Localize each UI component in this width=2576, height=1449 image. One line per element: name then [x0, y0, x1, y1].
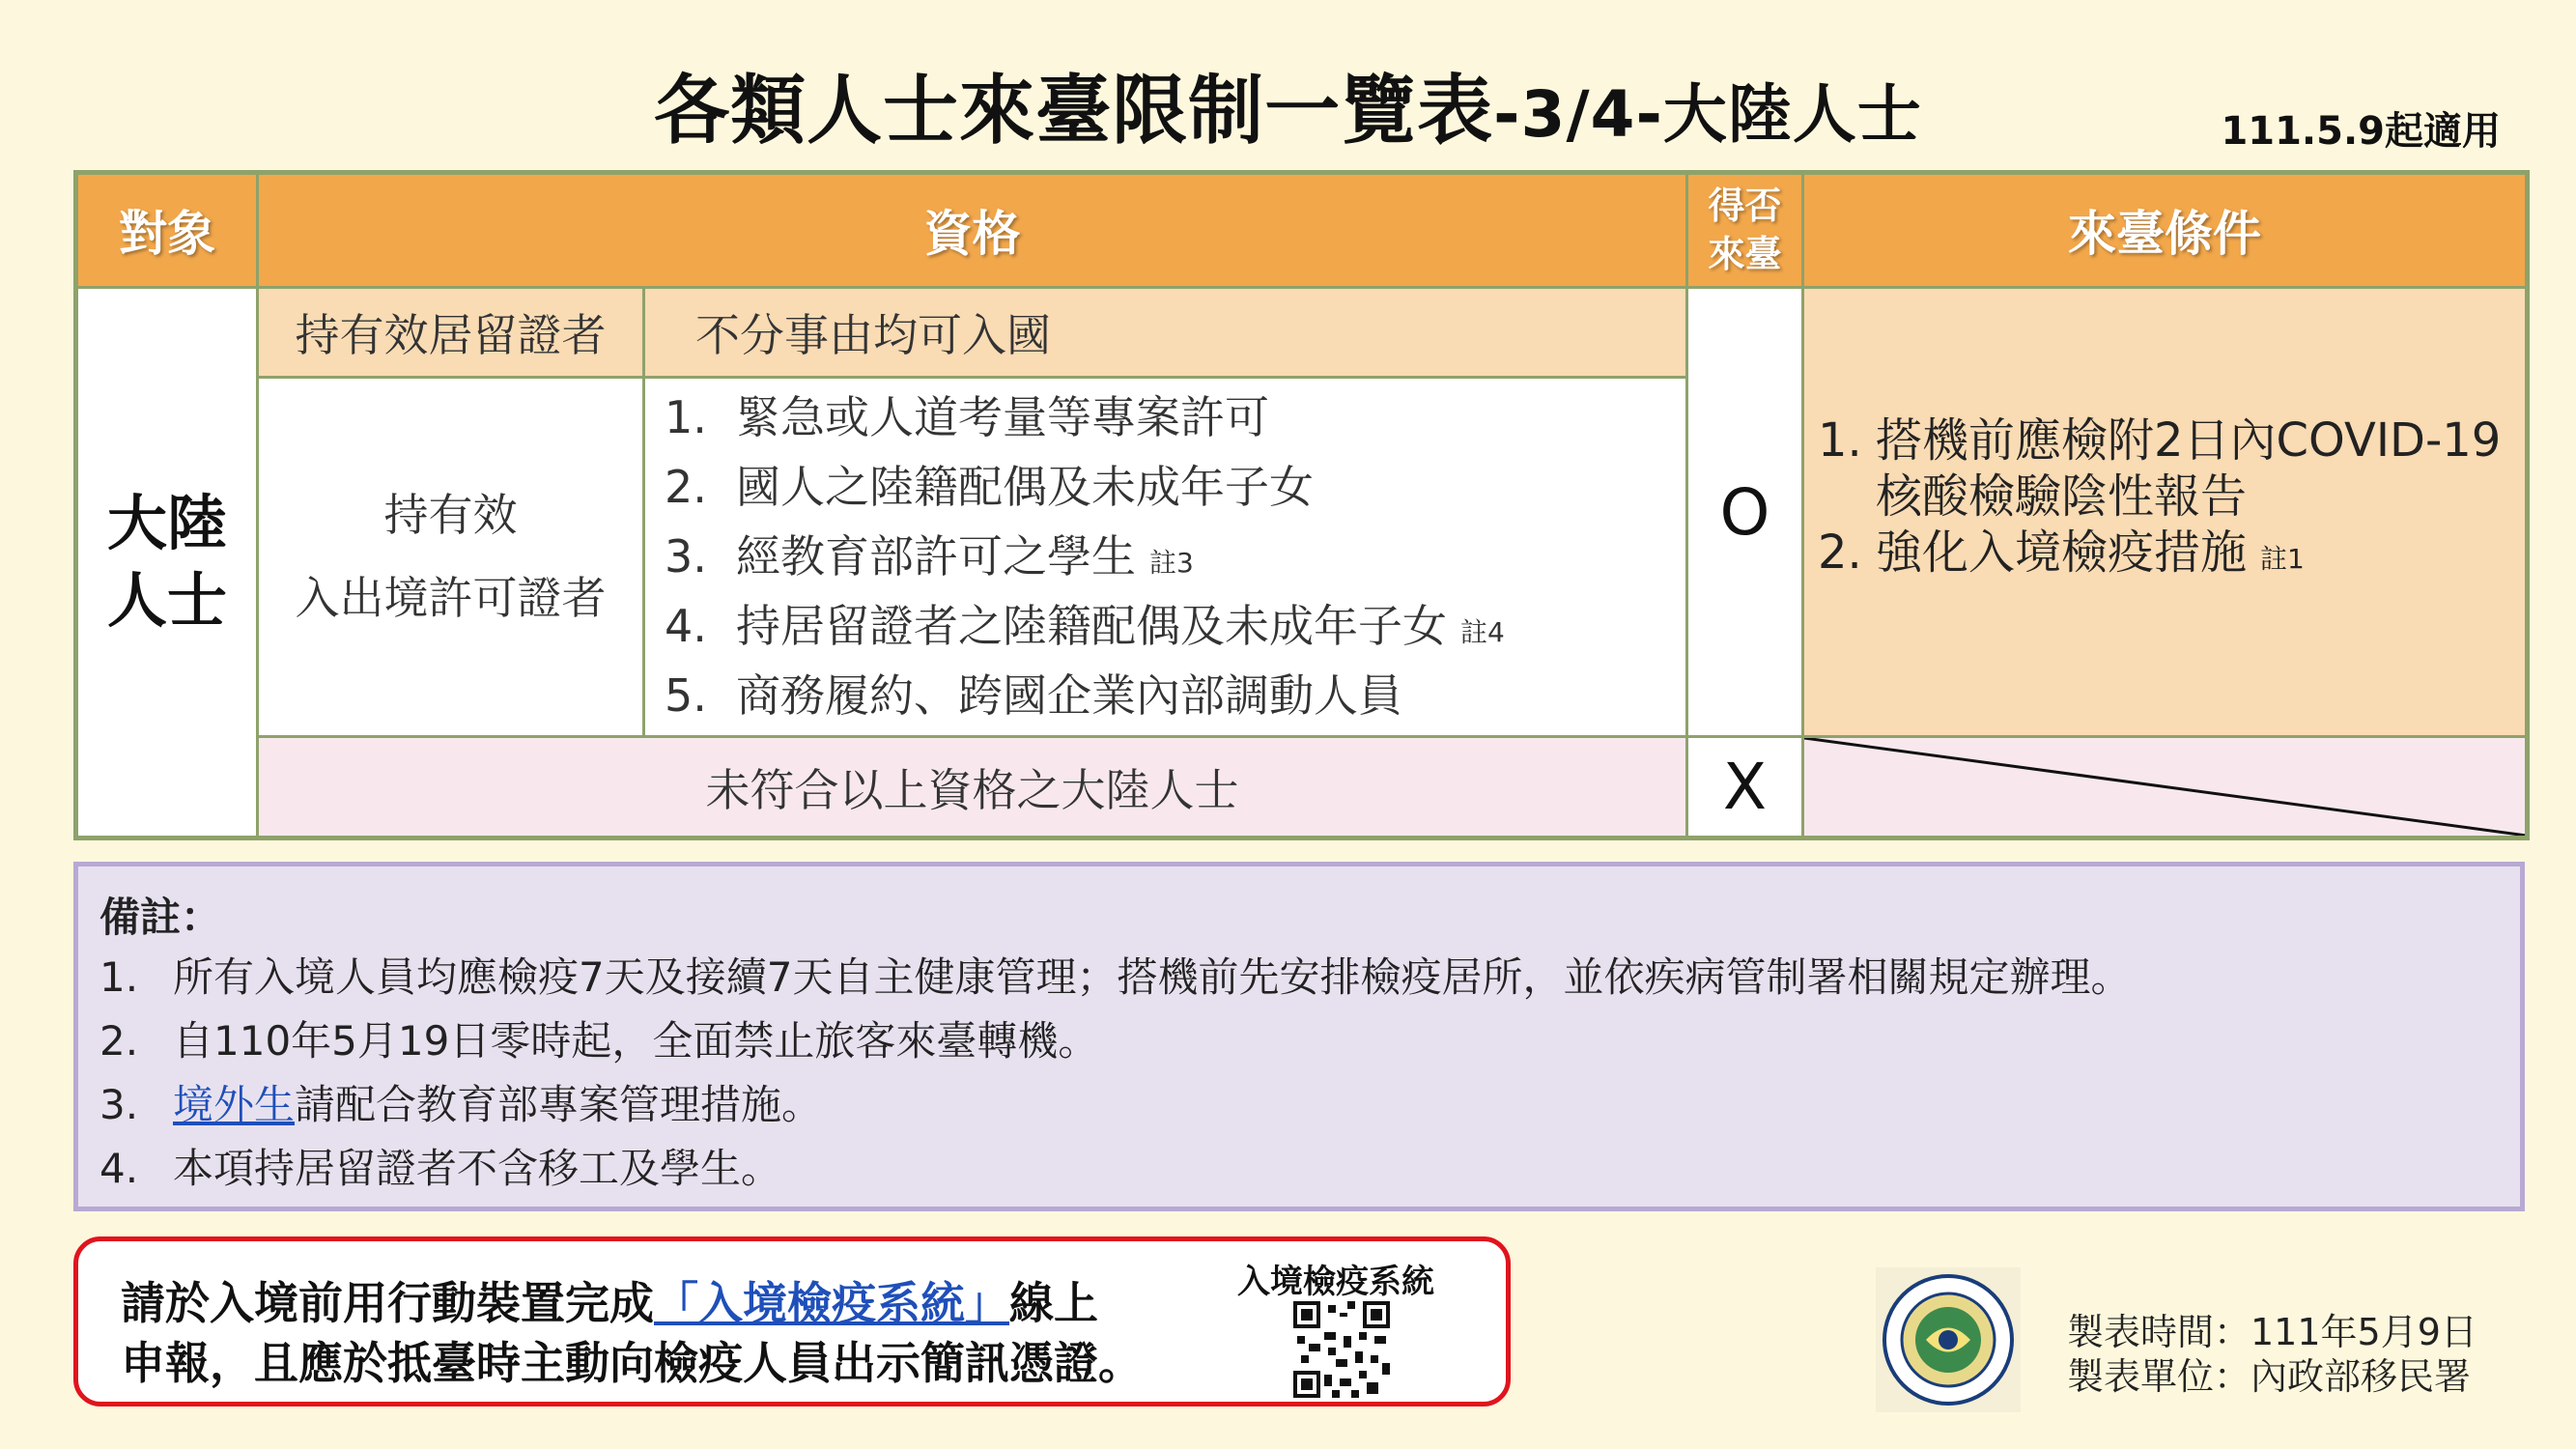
condition-note-ref: 註1 [2260, 542, 2305, 575]
item-num: 3. [665, 530, 707, 583]
notice-line1-pre: 請於入境前用行動裝置完成 [121, 1277, 654, 1329]
qualification-list [645, 383, 1685, 730]
item-num: 1. [665, 391, 707, 444]
condition-item [1818, 412, 2525, 469]
header-subject: 對象 [76, 173, 258, 288]
diagonal-line [1804, 738, 2525, 836]
remark-item [99, 946, 2131, 1004]
item-text: 持居留證者之陸籍配偶及未成年子女 [736, 600, 1447, 653]
remark-num: 2. [99, 1017, 139, 1065]
item-text: 商務履約、跨國企業內部調動人員 [736, 669, 1402, 723]
effective-date: 111.5.9起適用 [2221, 109, 2501, 154]
header-allowed [1687, 173, 1803, 288]
remark-link[interactable]: 境外生 [173, 1081, 296, 1128]
list-item [665, 452, 1685, 522]
condition-item [1818, 525, 2525, 587]
header-qualification: 資格 [258, 173, 1687, 288]
row3-empty-cell [1803, 737, 2528, 838]
remark-text: 請配合教育部專案管理措施。 [295, 1081, 823, 1128]
item-num: 5. [665, 669, 707, 723]
header-conditions: 來臺條件 [1803, 173, 2528, 288]
condition-num: 2. [1818, 525, 1862, 580]
notice-box [73, 1236, 1511, 1406]
page-title [0, 50, 2576, 158]
item-num: 4. [665, 600, 707, 653]
notice-line1 [121, 1268, 1098, 1332]
item-text: 緊急或人道考量等專案許可 [736, 391, 1269, 444]
quarantine-system-link[interactable]: 「入境檢疫系統」 [654, 1277, 1009, 1329]
item-note-ref: 註4 [1460, 616, 1505, 649]
list-item [665, 522, 1685, 591]
item-text: 經教育部許可之學生 [736, 530, 1136, 583]
list-item [665, 383, 1685, 452]
allowed-mark-cell [1687, 287, 1803, 736]
row2-category-line2: 入出境許可證者 [295, 572, 607, 625]
item-text: 國人之陸籍配偶及未成年子女 [736, 461, 1314, 514]
made-unit: 製表單位：內政部移民署 [2067, 1355, 2472, 1398]
remark-text: 自110年5月19日零時起，全面禁止旅客來臺轉機。 [173, 1017, 1099, 1065]
remark-item [99, 1073, 822, 1131]
row2-category [258, 377, 644, 737]
list-item [665, 661, 1685, 730]
row3-mark-cell [1687, 737, 1803, 838]
restriction-table [73, 170, 2530, 840]
notice-line2: 申報，且應於抵臺時主動向檢疫人員出示簡訊憑證。 [121, 1337, 1143, 1389]
row2-category-line1: 持有效 [383, 489, 518, 542]
row1-category: 持有效居留證者 [258, 287, 644, 377]
allowed-mark: O [1719, 474, 1770, 550]
subject-line2: 人士 [106, 564, 227, 636]
immigration-agency-logo-icon [1876, 1267, 2021, 1412]
notice-line1-post: 線上 [1009, 1277, 1098, 1329]
remark-num: 1. [99, 953, 139, 1001]
remark-num: 3. [99, 1081, 139, 1128]
condition-text: 搭機前應檢附2日內COVID-19 [1876, 412, 2502, 468]
title-sub: -3/4-大陸人士 [1493, 77, 1922, 152]
header-allowed-line2: 來臺 [1708, 233, 1782, 276]
remark-item [99, 1137, 781, 1195]
row3-text: 未符合以上資格之大陸人士 [258, 737, 1687, 838]
remarks-box [73, 862, 2525, 1211]
subject-line1: 大陸 [106, 487, 227, 558]
made-time: 製表時間：111年5月9日 [2067, 1311, 2477, 1353]
condition-text: 強化入境檢疫措施 [1876, 525, 2248, 580]
row2-items-cell [644, 377, 1687, 737]
remark-num: 4. [99, 1145, 139, 1192]
header-allowed-line1: 得否 [1708, 185, 1782, 228]
remark-item [99, 1009, 1098, 1067]
subject-cell [76, 287, 258, 838]
condition-num: 1. [1818, 412, 1862, 468]
remark-text: 本項持居留證者不含移工及學生。 [173, 1145, 782, 1192]
row3-mark: X [1722, 750, 1768, 825]
remarks-title: 備註： [99, 894, 222, 941]
condition-item-cont: 核酸檢驗陰性報告 [1876, 469, 2248, 524]
item-note-ref: 註3 [1149, 547, 1194, 580]
list-item [665, 591, 1685, 661]
row1-detail: 不分事由均可入國 [644, 287, 1687, 377]
conditions-list [1804, 289, 2525, 587]
item-num: 2. [665, 461, 707, 514]
qr-label: 入境檢疫系統 [1237, 1263, 1434, 1301]
title-main: 各類人士來臺限制一覽表 [654, 68, 1494, 155]
remark-text: 所有入境人員均應檢疫7天及接續7天自主健康管理；搭機前先安排檢疫居所，並依疾病管制署相關規定辦理。 [173, 953, 2132, 1001]
conditions-cell [1803, 287, 2528, 736]
qr-code-icon[interactable] [1293, 1301, 1390, 1398]
